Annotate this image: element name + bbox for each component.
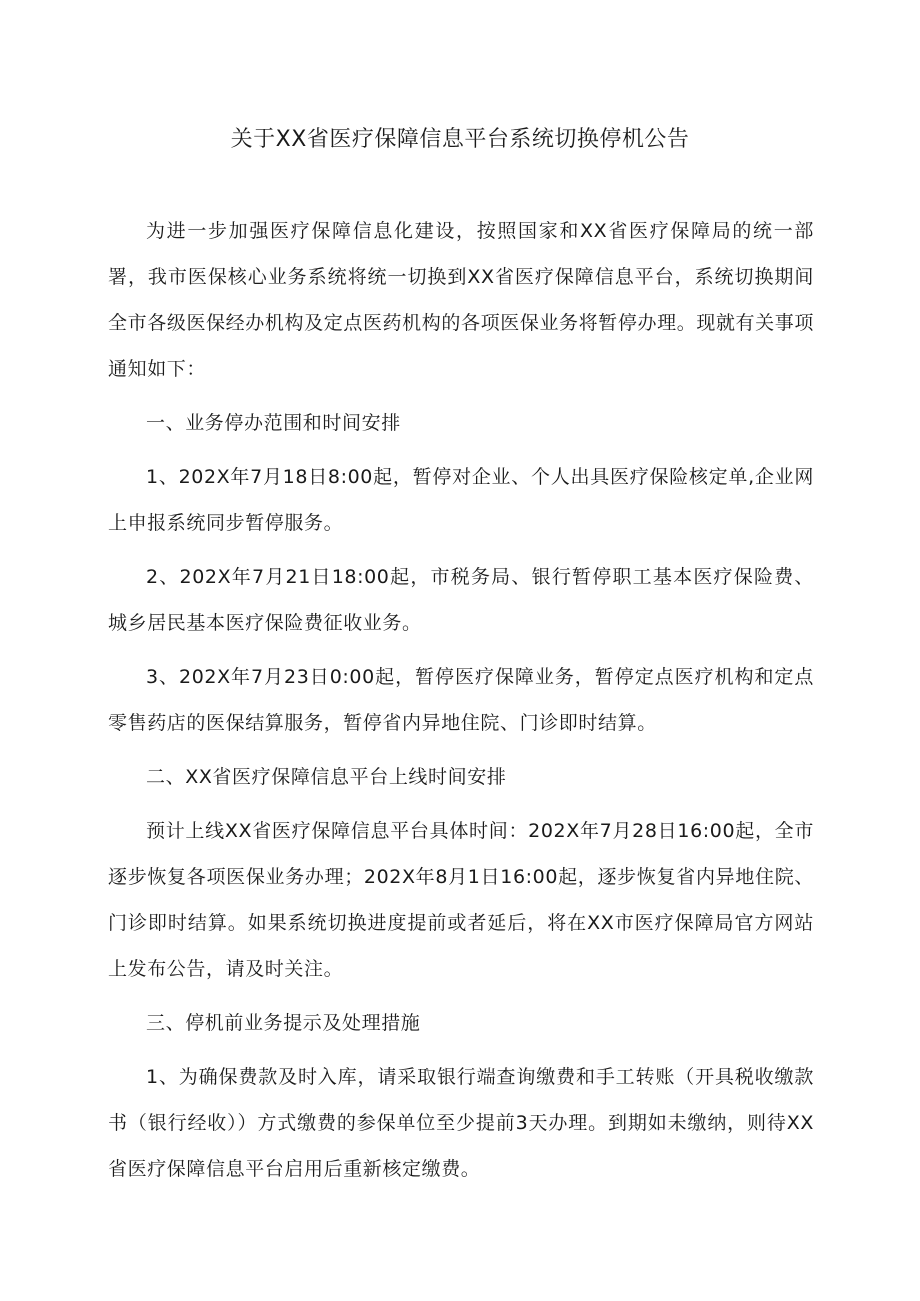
section-2-body: 预计上线XX省医疗保障信息平台具体时间：202X年7月28日16:00起，全市逐步恢复各项医保业务办理；202X年8月1日16:00起，逐步恢复省内异地住院、门诊即时结算。如果系统切换进度提前或者延后，将在XX市医疗保障局官方网站上发布公告，请及时关注。 (108, 820, 814, 980)
section-1-item-2: 2、202X年7月21日18:00起，市税务局、银行暂停职工基本医疗保险费、城乡居民基本医疗保险费征收业务。 (108, 566, 814, 634)
intro-paragraph: 为进一步加强医疗保障信息化建设，按照国家和XX省医疗保障局的统一部署，我市医保核心业务系统将统一切换到XX省医疗保障信息平台，系统切换期间全市各级医保经办机构及定点医药机构的各项医保业务将暂停办理。现就有关事项通知如下： (108, 220, 814, 380)
section-3-heading: 三、停机前业务提示及处理措施 (146, 1012, 421, 1034)
section-2-heading: 二、XX省医疗保障信息平台上线时间安排 (146, 766, 507, 788)
section-3-item-1: 1、为确保费款及时入库，请采取银行端查询缴费和手工转账（开具税收缴款书（银行经收））方式缴费的参保单位至少提前3天办理。到期如未缴纳，则待XX省医疗保障信息平台启用后重新核定缴费。 (108, 1066, 814, 1180)
section-1-item-1: 1、202X年7月18日8:00起，暂停对企业、个人出具医疗保险核定单,企业网上申报系统同步暂停服务。 (108, 466, 814, 534)
section-1-item-3: 3、202X年7月23日0:00起，暂停医疗保障业务，暂停定点医疗机构和定点零售药店的医保结算服务，暂停省内异地住院、门诊即时结算。 (108, 666, 814, 734)
document-body (108, 208, 814, 1200)
section-1-heading: 一、业务停办范围和时间安排 (146, 412, 401, 434)
document-title: 关于XX省医疗保障信息平台系统切换停机公告 (230, 127, 690, 152)
